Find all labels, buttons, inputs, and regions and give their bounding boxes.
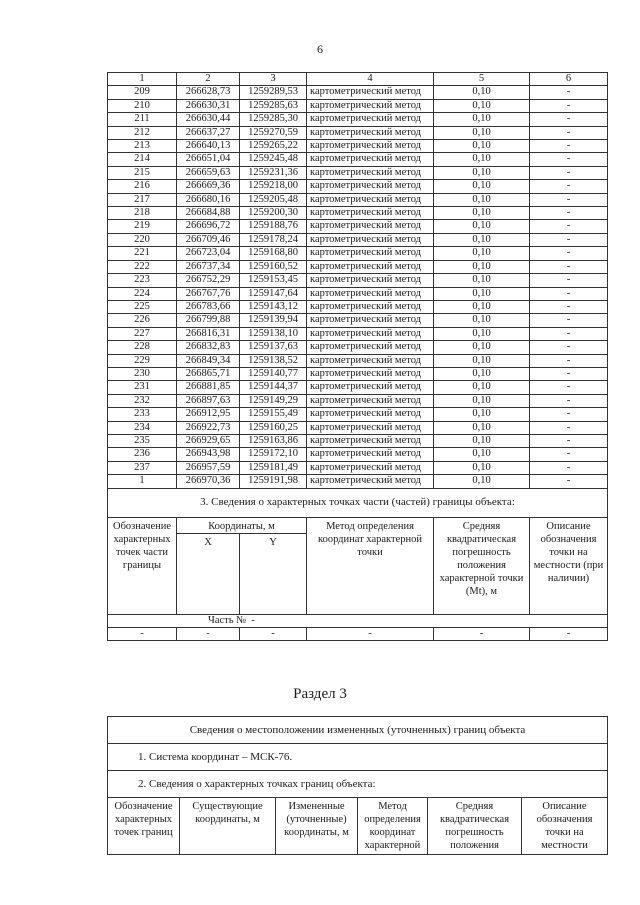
point-number-cell: 222	[108, 260, 177, 273]
table-row	[108, 274, 608, 287]
method-cell: картометрический метод	[307, 448, 434, 461]
method-cell: картометрический метод	[307, 314, 434, 327]
point-number-cell: 223	[108, 274, 177, 287]
part-x-header: X	[177, 533, 240, 614]
method-cell: картометрический метод	[307, 233, 434, 246]
y-coordinate-cell: 1259285,30	[240, 113, 307, 126]
accuracy-cell: 0,10	[434, 408, 530, 421]
x-coordinate-cell: 266881,85	[177, 381, 240, 394]
accuracy-cell: 0,10	[434, 260, 530, 273]
point-number-cell: 233	[108, 408, 177, 421]
x-coordinate-cell: 266849,34	[177, 354, 240, 367]
x-coordinate-cell: 266912,95	[177, 408, 240, 421]
y-coordinate-cell: 1259143,12	[240, 300, 307, 313]
part-empty-cell: -	[530, 628, 608, 641]
y-coordinate-cell: 1259245,48	[240, 153, 307, 166]
accuracy-cell: 0,10	[434, 153, 530, 166]
section3-title-row	[108, 488, 608, 517]
table-row	[108, 381, 608, 394]
y-coordinate-cell: 1259138,10	[240, 327, 307, 340]
accuracy-cell: 0,10	[434, 247, 530, 260]
point-number-cell: 209	[108, 86, 177, 99]
description-cell: -	[530, 448, 608, 461]
method-cell: картометрический метод	[307, 99, 434, 112]
table-row	[108, 354, 608, 367]
accuracy-cell: 0,10	[434, 99, 530, 112]
accuracy-cell: 0,10	[434, 327, 530, 340]
accuracy-cell: 0,10	[434, 354, 530, 367]
accuracy-cell: 0,10	[434, 314, 530, 327]
coord-system-row	[108, 744, 608, 771]
part-number-cell	[108, 614, 608, 627]
accuracy-cell: 0,10	[434, 381, 530, 394]
y-coordinate-cell: 1259149,29	[240, 394, 307, 407]
accuracy-cell: 0,10	[434, 220, 530, 233]
col-number: 4	[307, 73, 434, 86]
col-number: 5	[434, 73, 530, 86]
y-coordinate-cell: 1259200,30	[240, 207, 307, 220]
x-coordinate-cell: 266752,29	[177, 274, 240, 287]
method-cell: картометрический метод	[307, 367, 434, 380]
part-empty-cell: -	[177, 628, 240, 641]
y-coordinate-cell: 1259138,52	[240, 354, 307, 367]
x-coordinate-cell: 266799,88	[177, 314, 240, 327]
accuracy-cell: 0,10	[434, 434, 530, 447]
point-number-cell: 236	[108, 448, 177, 461]
part-empty-cell: -	[240, 628, 307, 641]
method-cell: картометрический метод	[307, 327, 434, 340]
accuracy-cell: 0,10	[434, 180, 530, 193]
description-cell: -	[530, 408, 608, 421]
y-coordinate-cell: 1259163,86	[240, 434, 307, 447]
table-row	[108, 180, 608, 193]
table-row	[108, 86, 608, 99]
point-number-cell: 211	[108, 113, 177, 126]
accuracy-cell: 0,10	[434, 367, 530, 380]
description-cell: -	[530, 367, 608, 380]
table-row	[108, 99, 608, 112]
part-coords-header: Координаты, м	[177, 517, 307, 533]
x-coordinate-cell: 266737,34	[177, 260, 240, 273]
coord-system-text: 1. Система координат – МСК-76.	[108, 744, 608, 771]
coordinates-table-body	[108, 73, 608, 489]
description-cell: -	[530, 260, 608, 273]
table-row	[108, 421, 608, 434]
table-row	[108, 207, 608, 220]
header-description: Описание обозначения точки на местности	[522, 798, 608, 855]
x-coordinate-cell: 266783,66	[177, 300, 240, 313]
part-label: Часть №	[208, 614, 247, 626]
part-header-row	[108, 517, 608, 533]
x-coordinate-cell: 266684,88	[177, 207, 240, 220]
y-coordinate-cell: 1259172,10	[240, 448, 307, 461]
accuracy-cell: 0,10	[434, 421, 530, 434]
description-cell: -	[530, 327, 608, 340]
method-cell: картометрический метод	[307, 247, 434, 260]
x-coordinate-cell: 266943,98	[177, 448, 240, 461]
col-number: 2	[177, 73, 240, 86]
y-coordinate-cell: 1259270,59	[240, 126, 307, 139]
description-cell: -	[530, 461, 608, 474]
y-coordinate-cell: 1259139,94	[240, 314, 307, 327]
x-coordinate-cell: 266832,83	[177, 341, 240, 354]
method-cell: картометрический метод	[307, 421, 434, 434]
y-coordinate-cell: 1259160,25	[240, 421, 307, 434]
description-cell: -	[530, 220, 608, 233]
method-cell: картометрический метод	[307, 126, 434, 139]
table-row	[108, 193, 608, 206]
point-number-cell: 228	[108, 341, 177, 354]
header-existing-coords: Существующие координаты, м	[180, 798, 276, 855]
accuracy-cell: 0,10	[434, 394, 530, 407]
y-coordinate-cell: 1259285,63	[240, 99, 307, 112]
description-cell: -	[530, 153, 608, 166]
y-coordinate-cell: 1259153,45	[240, 274, 307, 287]
point-number-cell: 226	[108, 314, 177, 327]
point-number-cell: 216	[108, 180, 177, 193]
point-number-cell: 221	[108, 247, 177, 260]
point-number-cell: 227	[108, 327, 177, 340]
y-coordinate-cell: 1259205,48	[240, 193, 307, 206]
table-row	[108, 140, 608, 153]
accuracy-cell: 0,10	[434, 126, 530, 139]
page-number: 6	[317, 42, 323, 56]
table-row	[108, 287, 608, 300]
description-cell: -	[530, 421, 608, 434]
y-coordinate-cell: 1259231,36	[240, 166, 307, 179]
y-coordinate-cell: 1259140,77	[240, 367, 307, 380]
point-number-cell: 1	[108, 475, 177, 488]
table-row	[108, 434, 608, 447]
part-empty-cell: -	[434, 628, 530, 641]
x-coordinate-cell: 266816,31	[177, 327, 240, 340]
description-cell: -	[530, 300, 608, 313]
section-b-title: Сведения о местоположении измененных (уточненных) границ объекта	[108, 717, 608, 744]
part-accuracy-header: Средняя квадратическая погрешность положения характерной точки (Mt), м	[434, 517, 530, 614]
description-cell: -	[530, 394, 608, 407]
y-coordinate-cell: 1259160,52	[240, 260, 307, 273]
point-number-cell: 235	[108, 434, 177, 447]
method-cell: картометрический метод	[307, 381, 434, 394]
table-row	[108, 461, 608, 474]
part-y-header: Y	[240, 533, 307, 614]
accuracy-cell: 0,10	[434, 207, 530, 220]
method-cell: картометрический метод	[307, 86, 434, 99]
accuracy-cell: 0,10	[434, 166, 530, 179]
description-cell: -	[530, 233, 608, 246]
method-cell: картометрический метод	[307, 354, 434, 367]
section-b-header-row	[108, 798, 608, 855]
accuracy-cell: 0,10	[434, 193, 530, 206]
accuracy-cell: 0,10	[434, 287, 530, 300]
column-numbers-row	[108, 73, 608, 86]
method-cell: картометрический метод	[307, 260, 434, 273]
description-cell: -	[530, 113, 608, 126]
x-coordinate-cell: 266630,44	[177, 113, 240, 126]
method-cell: картометрический метод	[307, 475, 434, 488]
x-coordinate-cell: 266659,63	[177, 166, 240, 179]
description-cell: -	[530, 381, 608, 394]
table-row	[108, 220, 608, 233]
table-row	[108, 126, 608, 139]
accuracy-cell: 0,10	[434, 475, 530, 488]
part-number-row	[108, 614, 608, 627]
description-cell: -	[530, 475, 608, 488]
method-cell: картометрический метод	[307, 180, 434, 193]
y-coordinate-cell: 1259155,49	[240, 408, 307, 421]
x-coordinate-cell: 266696,72	[177, 220, 240, 233]
table-row	[108, 341, 608, 354]
accuracy-cell: 0,10	[434, 140, 530, 153]
x-coordinate-cell: 266651,04	[177, 153, 240, 166]
point-number-cell: 237	[108, 461, 177, 474]
description-cell: -	[530, 126, 608, 139]
table-row	[108, 475, 608, 488]
col-number: 3	[240, 73, 307, 86]
method-cell: картометрический метод	[307, 207, 434, 220]
method-cell: картометрический метод	[307, 140, 434, 153]
table-row	[108, 260, 608, 273]
y-coordinate-cell: 1259147,64	[240, 287, 307, 300]
header-accuracy: Средняя квадратическая погрешность положения	[428, 798, 522, 855]
point-number-cell: 212	[108, 126, 177, 139]
method-cell: картометрический метод	[307, 166, 434, 179]
header-changed-coords: Измененные (уточненные) координаты, м	[276, 798, 358, 855]
accuracy-cell: 0,10	[434, 113, 530, 126]
x-coordinate-cell: 266709,46	[177, 233, 240, 246]
part-empty-row	[108, 628, 608, 641]
changed-boundaries-table	[107, 716, 608, 855]
accuracy-cell: 0,10	[434, 300, 530, 313]
description-cell: -	[530, 180, 608, 193]
point-number-cell: 230	[108, 367, 177, 380]
accuracy-cell: 0,10	[434, 233, 530, 246]
col-number: 6	[530, 73, 608, 86]
points-title-row	[108, 771, 608, 798]
description-cell: -	[530, 247, 608, 260]
part-description-header: Описание обозначения точки на местности (при наличии)	[530, 517, 608, 614]
y-coordinate-cell: 1259218,00	[240, 180, 307, 193]
method-cell: картометрический метод	[307, 341, 434, 354]
x-coordinate-cell: 266970,36	[177, 475, 240, 488]
description-cell: -	[530, 274, 608, 287]
part-value: -	[251, 614, 255, 626]
table-row	[108, 408, 608, 421]
y-coordinate-cell: 1259289,53	[240, 86, 307, 99]
x-coordinate-cell: 266628,73	[177, 86, 240, 99]
point-number-cell: 229	[108, 354, 177, 367]
y-coordinate-cell: 1259144,37	[240, 381, 307, 394]
section3-title: 3. Сведения о характерных точках части (частей) границы объекта:	[108, 488, 608, 517]
point-number-cell: 232	[108, 394, 177, 407]
description-cell: -	[530, 354, 608, 367]
x-coordinate-cell: 266922,73	[177, 421, 240, 434]
method-cell: картометрический метод	[307, 113, 434, 126]
part-empty-cell: -	[108, 628, 177, 641]
description-cell: -	[530, 434, 608, 447]
x-coordinate-cell: 266865,71	[177, 367, 240, 380]
x-coordinate-cell: 266640,13	[177, 140, 240, 153]
accuracy-cell: 0,10	[434, 86, 530, 99]
table-row	[108, 314, 608, 327]
section-b-title-row	[108, 717, 608, 744]
x-coordinate-cell: 266897,63	[177, 394, 240, 407]
col-number: 1	[108, 73, 177, 86]
header-method: Метод определения координат характерной	[358, 798, 428, 855]
y-coordinate-cell: 1259188,76	[240, 220, 307, 233]
coordinates-table	[107, 72, 608, 641]
table-row	[108, 233, 608, 246]
point-number-cell: 225	[108, 300, 177, 313]
method-cell: картометрический метод	[307, 434, 434, 447]
section-heading: Раздел 3	[293, 686, 347, 702]
description-cell: -	[530, 207, 608, 220]
point-number-cell: 231	[108, 381, 177, 394]
description-cell: -	[530, 193, 608, 206]
method-cell: картометрический метод	[307, 408, 434, 421]
description-cell: -	[530, 341, 608, 354]
point-number-cell: 234	[108, 421, 177, 434]
x-coordinate-cell: 266929,65	[177, 434, 240, 447]
x-coordinate-cell: 266767,76	[177, 287, 240, 300]
y-coordinate-cell: 1259191,98	[240, 475, 307, 488]
x-coordinate-cell: 266669,36	[177, 180, 240, 193]
method-cell: картометрический метод	[307, 461, 434, 474]
y-coordinate-cell: 1259178,24	[240, 233, 307, 246]
x-coordinate-cell: 266637,27	[177, 126, 240, 139]
description-cell: -	[530, 314, 608, 327]
method-cell: картометрический метод	[307, 220, 434, 233]
accuracy-cell: 0,10	[434, 341, 530, 354]
y-coordinate-cell: 1259265,22	[240, 140, 307, 153]
y-coordinate-cell: 1259181,49	[240, 461, 307, 474]
point-number-cell: 215	[108, 166, 177, 179]
method-cell: картометрический метод	[307, 274, 434, 287]
header-designation: Обозначение характерных точек границ	[108, 798, 180, 855]
point-number-cell: 213	[108, 140, 177, 153]
point-number-cell: 210	[108, 99, 177, 112]
method-cell: картометрический метод	[307, 153, 434, 166]
part-designation-header: Обозначение характерных точек части границы	[108, 517, 177, 614]
description-cell: -	[530, 287, 608, 300]
table-row	[108, 448, 608, 461]
point-number-cell: 217	[108, 193, 177, 206]
accuracy-cell: 0,10	[434, 461, 530, 474]
table-row	[108, 247, 608, 260]
x-coordinate-cell: 266723,04	[177, 247, 240, 260]
point-number-cell: 218	[108, 207, 177, 220]
table-row	[108, 153, 608, 166]
description-cell: -	[530, 166, 608, 179]
points-title-text: 2. Сведения о характерных точках границ объекта:	[108, 771, 608, 798]
description-cell: -	[530, 140, 608, 153]
method-cell: картометрический метод	[307, 300, 434, 313]
y-coordinate-cell: 1259168,80	[240, 247, 307, 260]
table-row	[108, 113, 608, 126]
table-row	[108, 394, 608, 407]
x-coordinate-cell: 266630,31	[177, 99, 240, 112]
method-cell: картометрический метод	[307, 193, 434, 206]
method-cell: картометрический метод	[307, 394, 434, 407]
section3-block	[108, 488, 608, 641]
table-row	[108, 367, 608, 380]
point-number-cell: 219	[108, 220, 177, 233]
table-row	[108, 166, 608, 179]
table-row	[108, 300, 608, 313]
accuracy-cell: 0,10	[434, 274, 530, 287]
y-coordinate-cell: 1259137,63	[240, 341, 307, 354]
x-coordinate-cell: 266680,16	[177, 193, 240, 206]
part-method-header: Метод определения координат характерной точки	[307, 517, 434, 614]
description-cell: -	[530, 86, 608, 99]
method-cell: картометрический метод	[307, 287, 434, 300]
point-number-cell: 224	[108, 287, 177, 300]
x-coordinate-cell: 266957,59	[177, 461, 240, 474]
point-number-cell: 220	[108, 233, 177, 246]
description-cell: -	[530, 99, 608, 112]
table-row	[108, 327, 608, 340]
point-number-cell: 214	[108, 153, 177, 166]
part-empty-cell: -	[307, 628, 434, 641]
accuracy-cell: 0,10	[434, 448, 530, 461]
